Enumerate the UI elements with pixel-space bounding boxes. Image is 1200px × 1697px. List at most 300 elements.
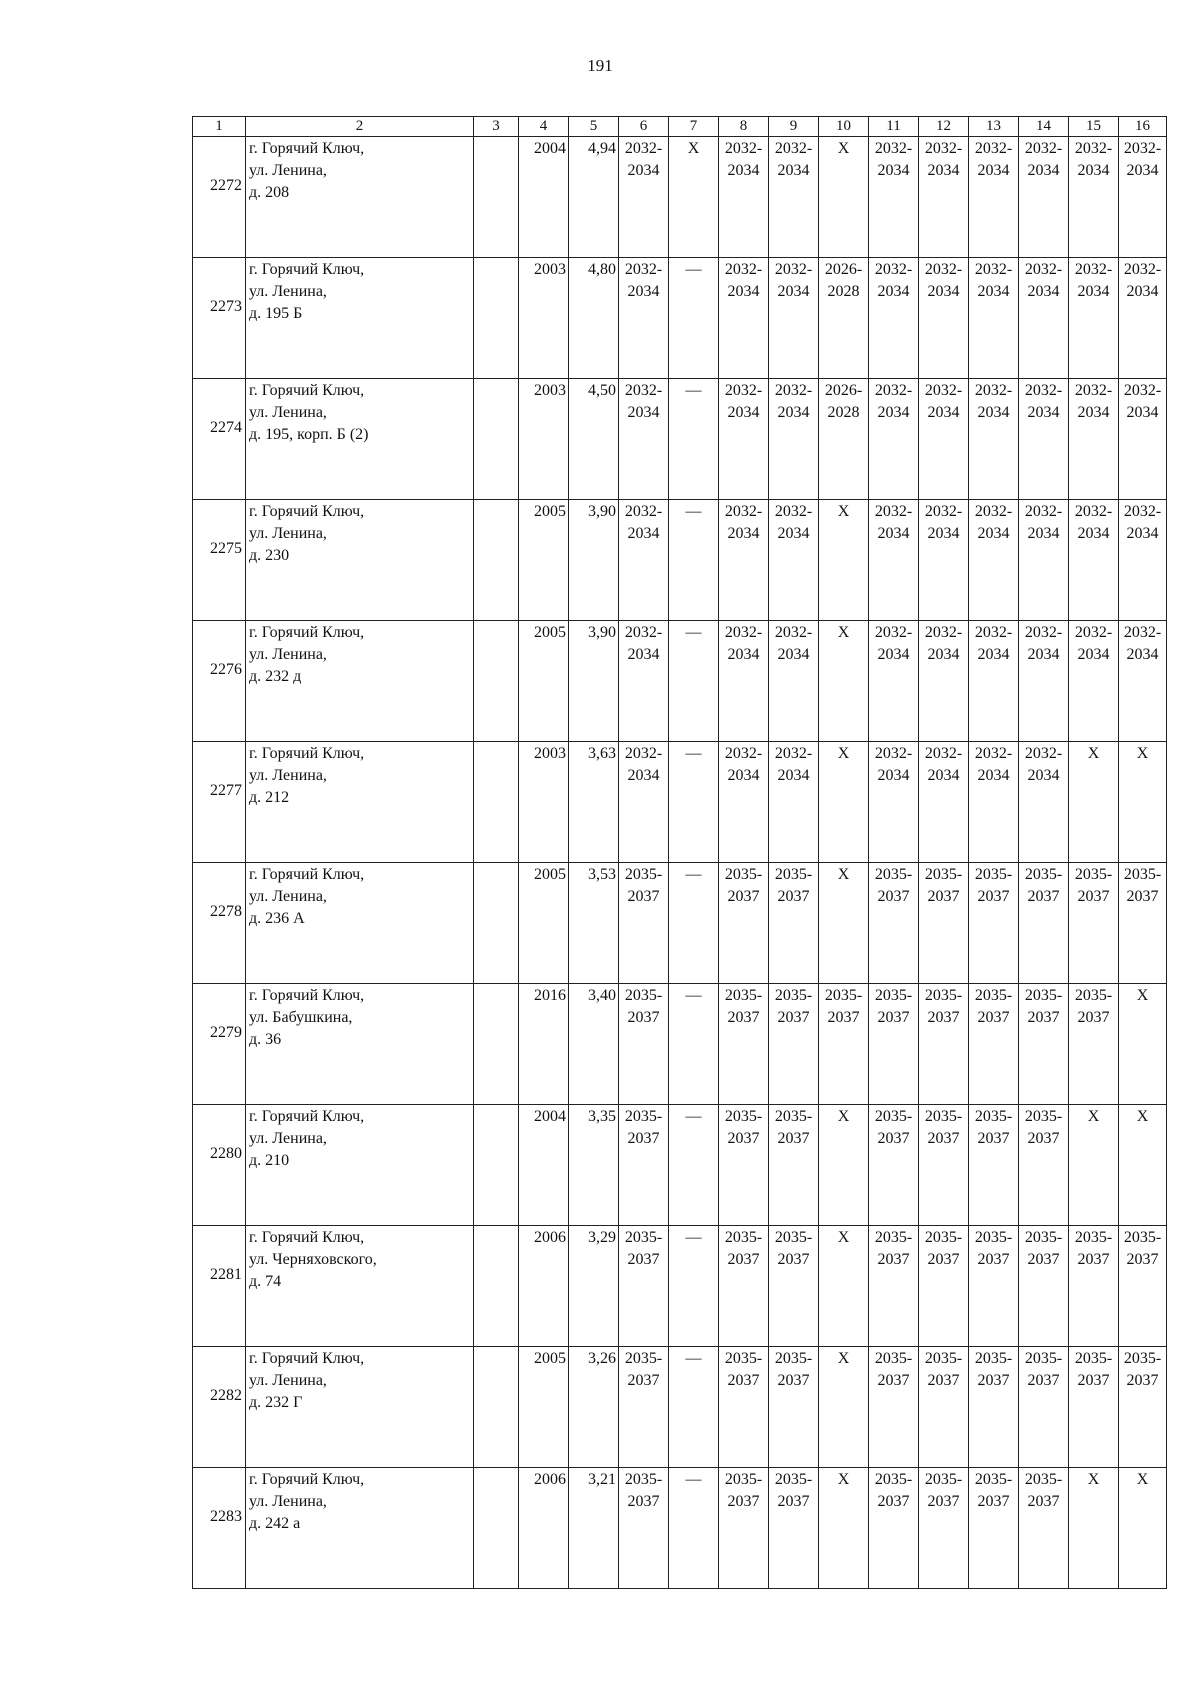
- period-cell-col-15: [1069, 1347, 1119, 1468]
- period-cell-col-15: [1069, 500, 1119, 621]
- period-value: 2037: [877, 1009, 910, 1026]
- period-cell-col-10: [819, 379, 869, 500]
- period-value: 2035-: [1074, 866, 1113, 883]
- period-value: 2034: [877, 646, 910, 663]
- period-value: 2035-: [1123, 1350, 1162, 1367]
- period-cell-col-16: [1119, 1347, 1167, 1468]
- period-value: 2026-: [824, 382, 863, 399]
- column-header-5: 5: [569, 117, 619, 137]
- column-3-cell: [474, 1347, 519, 1468]
- period-value: X: [837, 624, 850, 641]
- period-value: 2037: [1126, 1251, 1159, 1268]
- address-line: д. 236 А: [249, 910, 305, 927]
- page-number: 191: [587, 56, 613, 75]
- period-value: 2034: [777, 283, 810, 300]
- period-value: 2034: [927, 283, 960, 300]
- period-value: 2035-: [724, 1471, 763, 1488]
- address-line: ул. Ленина,: [249, 767, 327, 784]
- period-value: 2037: [1077, 1251, 1110, 1268]
- period-value: 2034: [877, 404, 910, 421]
- period-value: 2035-: [1024, 1350, 1063, 1367]
- period-cell-col-11: [869, 742, 919, 863]
- period-cell-col-15: [1069, 1105, 1119, 1226]
- period-value: 2032-: [724, 140, 763, 157]
- column-3-cell: [474, 379, 519, 500]
- period-value: 2032-: [624, 745, 663, 762]
- column-3-cell: [474, 500, 519, 621]
- address-line: д. 195 Б: [249, 305, 303, 322]
- period-value: 2034: [927, 646, 960, 663]
- period-value: 2037: [877, 1251, 910, 1268]
- period-value: 2037: [627, 1372, 660, 1389]
- period-value: 2035-: [1074, 1229, 1113, 1246]
- column-header-7: 7: [669, 117, 719, 137]
- period-value: 2035-: [974, 866, 1013, 883]
- address-line: д. 232 Г: [249, 1394, 303, 1411]
- period-value: 2032-: [1074, 382, 1113, 399]
- period-value: 2037: [727, 1251, 760, 1268]
- period-value: —: [685, 1108, 702, 1125]
- period-value: 2037: [927, 1009, 960, 1026]
- table-row: [193, 984, 1167, 1105]
- period-cell-col-10: [819, 742, 869, 863]
- period-cell-col-16: [1119, 1468, 1167, 1589]
- period-cell-col-16: [1119, 984, 1167, 1105]
- period-value: 2034: [977, 525, 1010, 542]
- period-value: 2037: [727, 1493, 760, 1510]
- column-3-cell: [474, 984, 519, 1105]
- address-line: г. Горячий Ключ,: [249, 1108, 365, 1125]
- period-value: 2037: [1077, 888, 1110, 905]
- period-cell-col-14: [1019, 984, 1069, 1105]
- period-cell-col-13: [969, 379, 1019, 500]
- period-value: 2032-: [1123, 261, 1162, 278]
- period-cell-col-6: [619, 621, 669, 742]
- period-value: 2035-: [624, 866, 663, 883]
- period-cell-col-13: [969, 863, 1019, 984]
- period-cell-col-7: [669, 1468, 719, 1589]
- period-value: 2037: [977, 1493, 1010, 1510]
- period-cell-col-12: [919, 1347, 969, 1468]
- period-value: 2037: [977, 1009, 1010, 1026]
- value-cell: 3,26: [569, 1347, 619, 1468]
- period-value: 2032-: [874, 140, 913, 157]
- period-value: 2037: [627, 1009, 660, 1026]
- period-cell-col-12: [919, 379, 969, 500]
- address-line: ул. Ленина,: [249, 404, 327, 421]
- period-cell-col-12: [919, 137, 969, 258]
- period-value: —: [685, 1229, 702, 1246]
- period-value: 2035-: [724, 866, 763, 883]
- period-cell-col-12: [919, 1105, 969, 1226]
- period-cell-col-11: [869, 1347, 919, 1468]
- period-cell-col-12: [919, 500, 969, 621]
- period-value: X: [837, 1350, 850, 1367]
- period-value: 2032-: [774, 382, 813, 399]
- period-value: 2037: [1027, 1493, 1060, 1510]
- period-value: 2035-: [874, 1471, 913, 1488]
- table-row: [193, 742, 1167, 863]
- column-header-11: 11: [869, 117, 919, 137]
- period-value: —: [685, 1471, 702, 1488]
- column-3-cell: [474, 1226, 519, 1347]
- address-line: г. Горячий Ключ,: [249, 1229, 365, 1246]
- period-value: 2037: [777, 888, 810, 905]
- period-value: 2035-: [774, 1229, 813, 1246]
- period-cell-col-8: [719, 984, 769, 1105]
- year-cell: 2005: [519, 500, 569, 621]
- period-value: 2035-: [1123, 1229, 1162, 1246]
- value-cell: 3,40: [569, 984, 619, 1105]
- period-value: 2037: [727, 1130, 760, 1147]
- period-cell-col-7: [669, 621, 719, 742]
- period-value: 2035-: [624, 1108, 663, 1125]
- period-cell-col-10: [819, 1105, 869, 1226]
- table-row: [193, 258, 1167, 379]
- period-value: 2032-: [1074, 624, 1113, 641]
- period-cell-col-15: [1069, 863, 1119, 984]
- value-cell: 3,29: [569, 1226, 619, 1347]
- column-header-12: 12: [919, 117, 969, 137]
- address-cell: [246, 984, 474, 1105]
- period-cell-col-15: [1069, 379, 1119, 500]
- year-cell: 2006: [519, 1468, 569, 1589]
- period-value: —: [685, 1350, 702, 1367]
- period-cell-col-9: [769, 1105, 819, 1226]
- period-cell-col-6: [619, 742, 669, 863]
- period-value: 2032-: [774, 745, 813, 762]
- period-value: 2035-: [974, 987, 1013, 1004]
- column-header-10: 10: [819, 117, 869, 137]
- period-cell-col-13: [969, 1226, 1019, 1347]
- period-value: X: [1087, 745, 1100, 762]
- period-value: 2034: [927, 404, 960, 421]
- period-value: 2034: [1126, 646, 1159, 663]
- period-value: 2032-: [924, 624, 963, 641]
- period-cell-col-7: [669, 863, 719, 984]
- period-cell-col-12: [919, 621, 969, 742]
- period-cell-col-13: [969, 500, 1019, 621]
- period-value: 2032-: [1123, 503, 1162, 520]
- period-value: 2034: [927, 525, 960, 542]
- address-line: д. 208: [249, 184, 290, 201]
- year-cell: 2005: [519, 863, 569, 984]
- period-cell-col-11: [869, 258, 919, 379]
- period-cell-col-10: [819, 500, 869, 621]
- period-cell-col-10: [819, 137, 869, 258]
- address-line: ул. Черняховского,: [249, 1251, 377, 1268]
- period-value: 2037: [927, 888, 960, 905]
- period-value: 2032-: [774, 140, 813, 157]
- period-value: 2034: [1077, 162, 1110, 179]
- period-value: 2034: [977, 767, 1010, 784]
- address-line: д. 74: [249, 1273, 282, 1290]
- period-value: 2035-: [924, 1229, 963, 1246]
- period-value: 2032-: [724, 503, 763, 520]
- period-value: 2032-: [1024, 261, 1063, 278]
- address-line: ул. Ленина,: [249, 1372, 327, 1389]
- period-value: 2037: [627, 888, 660, 905]
- period-cell-col-6: [619, 1105, 669, 1226]
- period-value: 2037: [827, 1009, 860, 1026]
- period-value: 2032-: [624, 140, 663, 157]
- period-value: 2034: [1077, 404, 1110, 421]
- period-value: 2037: [1077, 1372, 1110, 1389]
- column-header-1: 1: [193, 117, 246, 137]
- period-value: 2035-: [1123, 866, 1162, 883]
- period-value: 2032-: [874, 261, 913, 278]
- table-header: [193, 117, 1167, 137]
- period-value: 2037: [1027, 888, 1060, 905]
- period-value: 2037: [777, 1493, 810, 1510]
- period-cell-col-10: [819, 863, 869, 984]
- record-number: 2272: [193, 137, 246, 258]
- address-line: г. Горячий Ключ,: [249, 866, 365, 883]
- period-cell-col-9: [769, 137, 819, 258]
- period-value: 2034: [627, 767, 660, 784]
- address-line: д. 230: [249, 547, 290, 564]
- period-value: 2032-: [974, 624, 1013, 641]
- period-cell-col-6: [619, 984, 669, 1105]
- period-value: 2035-: [774, 987, 813, 1004]
- column-3-cell: [474, 1468, 519, 1589]
- period-value: 2034: [1126, 283, 1159, 300]
- period-value: 2034: [727, 767, 760, 784]
- period-value: 2037: [1126, 888, 1159, 905]
- period-value: X: [837, 1229, 850, 1246]
- period-cell-col-13: [969, 1347, 1019, 1468]
- period-value: 2037: [777, 1251, 810, 1268]
- table-row: [193, 379, 1167, 500]
- period-value: 2035-: [624, 1350, 663, 1367]
- period-value: X: [837, 745, 850, 762]
- period-value: 2037: [927, 1493, 960, 1510]
- address-cell: [246, 137, 474, 258]
- address-line: д. 232 д: [249, 668, 302, 685]
- period-value: X: [837, 1471, 850, 1488]
- period-value: 2037: [877, 1372, 910, 1389]
- period-cell-col-7: [669, 984, 719, 1105]
- period-cell-col-14: [1019, 863, 1069, 984]
- period-cell-col-13: [969, 742, 1019, 863]
- period-value: 2032-: [924, 503, 963, 520]
- period-value: 2035-: [924, 866, 963, 883]
- period-cell-col-8: [719, 1468, 769, 1589]
- period-value: 2034: [1027, 162, 1060, 179]
- period-value: —: [685, 745, 702, 762]
- period-value: 2034: [1126, 162, 1159, 179]
- period-value: 2032-: [724, 624, 763, 641]
- period-value: X: [837, 503, 850, 520]
- period-value: 2028: [827, 283, 860, 300]
- period-value: 2035-: [1024, 987, 1063, 1004]
- column-header-13: 13: [969, 117, 1019, 137]
- period-cell-col-8: [719, 742, 769, 863]
- period-value: 2035-: [1024, 1471, 1063, 1488]
- period-cell-col-8: [719, 500, 769, 621]
- period-value: —: [685, 866, 702, 883]
- period-cell-col-9: [769, 1226, 819, 1347]
- period-cell-col-6: [619, 1468, 669, 1589]
- period-cell-col-9: [769, 984, 819, 1105]
- period-value: 2035-: [924, 1108, 963, 1125]
- period-cell-col-8: [719, 863, 769, 984]
- period-cell-col-14: [1019, 258, 1069, 379]
- period-value: X: [837, 866, 850, 883]
- period-cell-col-11: [869, 984, 919, 1105]
- period-value: 2032-: [974, 261, 1013, 278]
- period-value: 2035-: [1024, 1229, 1063, 1246]
- period-cell-col-9: [769, 621, 819, 742]
- column-3-cell: [474, 137, 519, 258]
- period-cell-col-14: [1019, 379, 1069, 500]
- period-value: 2034: [727, 646, 760, 663]
- period-value: 2034: [777, 404, 810, 421]
- period-value: 2034: [627, 283, 660, 300]
- year-cell: 2016: [519, 984, 569, 1105]
- period-value: 2032-: [774, 624, 813, 641]
- period-value: 2034: [627, 646, 660, 663]
- period-value: 2035-: [624, 1471, 663, 1488]
- period-cell-col-13: [969, 1105, 1019, 1226]
- period-value: 2037: [977, 1130, 1010, 1147]
- period-cell-col-16: [1119, 379, 1167, 500]
- period-cell-col-6: [619, 863, 669, 984]
- period-value: 2037: [627, 1130, 660, 1147]
- year-cell: 2003: [519, 742, 569, 863]
- period-cell-col-8: [719, 258, 769, 379]
- period-value: 2034: [1027, 767, 1060, 784]
- period-cell-col-13: [969, 1468, 1019, 1589]
- address-line: д. 195, корп. Б (2): [249, 426, 369, 443]
- period-cell-col-16: [1119, 1105, 1167, 1226]
- period-value: 2032-: [774, 503, 813, 520]
- period-value: —: [685, 503, 702, 520]
- address-cell: [246, 379, 474, 500]
- period-value: X: [837, 140, 850, 157]
- table-row: [193, 1226, 1167, 1347]
- value-cell: 4,50: [569, 379, 619, 500]
- period-cell-col-10: [819, 258, 869, 379]
- period-cell-col-7: [669, 1347, 719, 1468]
- address-line: ул. Ленина,: [249, 283, 327, 300]
- period-cell-col-16: [1119, 137, 1167, 258]
- period-value: 2035-: [1024, 866, 1063, 883]
- address-cell: [246, 742, 474, 863]
- period-value: 2035-: [974, 1108, 1013, 1125]
- address-line: ул. Ленина,: [249, 646, 327, 663]
- year-cell: 2004: [519, 1105, 569, 1226]
- period-value: 2034: [727, 525, 760, 542]
- period-cell-col-10: [819, 1347, 869, 1468]
- address-cell: [246, 621, 474, 742]
- period-value: 2037: [777, 1372, 810, 1389]
- period-value: 2032-: [1024, 140, 1063, 157]
- period-value: 2037: [1077, 1009, 1110, 1026]
- period-value: 2037: [1027, 1251, 1060, 1268]
- period-cell-col-12: [919, 258, 969, 379]
- period-cell-col-9: [769, 258, 819, 379]
- period-cell-col-11: [869, 621, 919, 742]
- period-value: 2032-: [724, 382, 763, 399]
- period-value: 2037: [977, 1372, 1010, 1389]
- period-value: 2032-: [924, 382, 963, 399]
- column-header-8: 8: [719, 117, 769, 137]
- period-value: 2032-: [974, 140, 1013, 157]
- period-value: 2035-: [974, 1471, 1013, 1488]
- period-cell-col-6: [619, 258, 669, 379]
- period-value: 2035-: [724, 1229, 763, 1246]
- record-number: 2277: [193, 742, 246, 863]
- address-line: д. 212: [249, 789, 290, 806]
- period-value: 2037: [877, 1493, 910, 1510]
- period-value: 2037: [977, 1251, 1010, 1268]
- period-value: X: [837, 1108, 850, 1125]
- year-cell: 2005: [519, 1347, 569, 1468]
- address-line: г. Горячий Ключ,: [249, 745, 365, 762]
- period-value: 2032-: [974, 745, 1013, 762]
- period-cell-col-8: [719, 1226, 769, 1347]
- period-value: 2035-: [774, 866, 813, 883]
- address-line: г. Горячий Ключ,: [249, 1471, 365, 1488]
- address-line: г. Горячий Ключ,: [249, 261, 365, 278]
- period-cell-col-16: [1119, 742, 1167, 863]
- period-value: 2032-: [1123, 140, 1162, 157]
- value-cell: 4,80: [569, 258, 619, 379]
- period-cell-col-8: [719, 1105, 769, 1226]
- period-cell-col-15: [1069, 742, 1119, 863]
- period-cell-col-11: [869, 379, 919, 500]
- period-cell-col-16: [1119, 863, 1167, 984]
- period-value: 2034: [877, 283, 910, 300]
- period-cell-col-15: [1069, 258, 1119, 379]
- period-value: 2037: [1126, 1372, 1159, 1389]
- period-value: 2035-: [1074, 987, 1113, 1004]
- address-cell: [246, 500, 474, 621]
- period-value: 2034: [927, 767, 960, 784]
- period-value: 2035-: [924, 1471, 963, 1488]
- address-line: г. Горячий Ключ,: [249, 624, 365, 641]
- column-header-16: 16: [1119, 117, 1167, 137]
- address-line: г. Горячий Ключ,: [249, 382, 365, 399]
- column-3-cell: [474, 621, 519, 742]
- period-value: 2032-: [1024, 382, 1063, 399]
- address-line: г. Горячий Ключ,: [249, 140, 365, 157]
- period-cell-col-11: [869, 863, 919, 984]
- address-line: д. 36: [249, 1031, 282, 1048]
- period-value: 2035-: [624, 987, 663, 1004]
- period-value: 2032-: [924, 261, 963, 278]
- period-cell-col-16: [1119, 500, 1167, 621]
- period-value: 2037: [1027, 1372, 1060, 1389]
- year-cell: 2003: [519, 379, 569, 500]
- period-cell-col-7: [669, 379, 719, 500]
- period-value: 2034: [1077, 646, 1110, 663]
- table-row: [193, 500, 1167, 621]
- record-number: 2279: [193, 984, 246, 1105]
- period-value: 2034: [877, 767, 910, 784]
- period-value: 2037: [727, 888, 760, 905]
- period-value: 2032-: [774, 261, 813, 278]
- table-row: [193, 863, 1167, 984]
- period-value: 2032-: [974, 503, 1013, 520]
- value-cell: 3,21: [569, 1468, 619, 1589]
- period-value: 2035-: [824, 987, 863, 1004]
- period-value: 2037: [727, 1372, 760, 1389]
- period-value: 2034: [977, 404, 1010, 421]
- period-value: 2034: [927, 162, 960, 179]
- record-number: 2275: [193, 500, 246, 621]
